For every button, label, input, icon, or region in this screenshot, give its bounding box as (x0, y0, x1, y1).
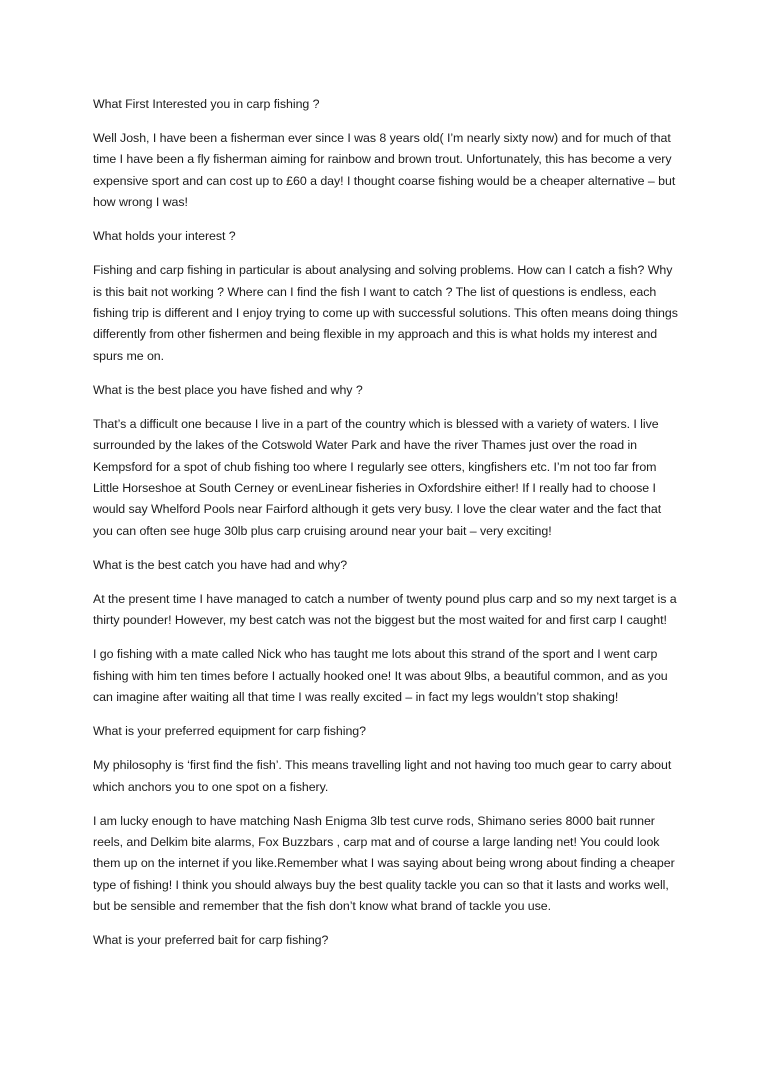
question-holds-interest: What holds your interest ? (93, 229, 236, 244)
answer-first-interest: Well Josh, I have been a fisherman ever since I was 8 years old( I’m nearly sixty now) and for much of that time I have been a fly fisherman aiming for rainbow and brown trout. Unfortunately, this has become a very expensive sport and can cost up to £60 a day! I thought coarse fishing would be a cheaper alternative – but how wrong I was! (93, 131, 676, 210)
question-best-place: What is the best place you have fished and why ? (93, 382, 363, 397)
question-best-catch: What is the best catch you have had and why? (93, 557, 348, 572)
answer-preferred-equipment-1: My philosophy is ‘first find the fish’. This means travelling light and not having too much gear to carry about which anchors you to one spot on a fishery. (93, 758, 672, 794)
question-preferred-bait: What is your preferred bait for carp fishing? (93, 933, 329, 948)
answer-holds-interest: Fishing and carp fishing in particular is about analysing and solving problems. How can I catch a fish? Why is this bait not working ? Where can I find the fish I want to catch ? The list of questions is endless, each fishing trip is different and I enjoy trying to come up with successful solutions. This often means doing things differently from other fishermen and being flexible in my approach and this is what holds my interest and spurs me on. (93, 263, 678, 363)
question-first-interest: What First Interested you in carp fishing ? (93, 97, 320, 111)
answer-preferred-equipment-2: I am lucky enough to have matching Nash Enigma 3lb test curve rods, Shimano series 8000 bait runner reels, and Delkim bite alarms, Fox Buzzbars , carp mat and of course a large landing net! You could look them up on the internet if you like.Remember what I was saying about being wrong about finding a cheaper type of fishing! I think you should always buy the best quality tackle you can so that it lasts and works well, but be sensible and remember that the fish don’t know what brand of tackle you use. (93, 813, 675, 914)
document-body (93, 94, 683, 964)
answer-best-catch-2: I go fishing with a mate called Nick who has taught me lots about this strand of the sport and I went carp fishing with him ten times before I actually hooked one! It was about 9lbs, a beautiful common, and as you can imagine after waiting all that time I was really excited – in fact my legs wouldn’t stop shaking! (93, 647, 668, 705)
question-preferred-equipment: What is your preferred equipment for carp fishing? (93, 724, 366, 739)
answer-best-catch-1: At the present time I have managed to catch a number of twenty pound plus carp and so my next target is a thirty pounder! However, my best catch was not the biggest but the most waited for and first carp I caught! (93, 591, 677, 628)
answer-best-place: That’s a difficult one because I live in a part of the country which is blessed with a variety of waters. I live surrounded by the lakes of the Cotswold Water Park and have the river Thames just over the road in Kempsford for a spot of chub fishing too where I regularly see otters, kingfishers etc. I’m not too far from Little Horseshoe at South Cerney or evenLinear fisheries in Oxfordshire either! If I really had to choose I would say Whelford Pools near Fairford although it gets very busy. I love the clear water and the fact that you can often see huge 30lb plus carp cruising around near your bait – very exciting! (93, 416, 662, 538)
